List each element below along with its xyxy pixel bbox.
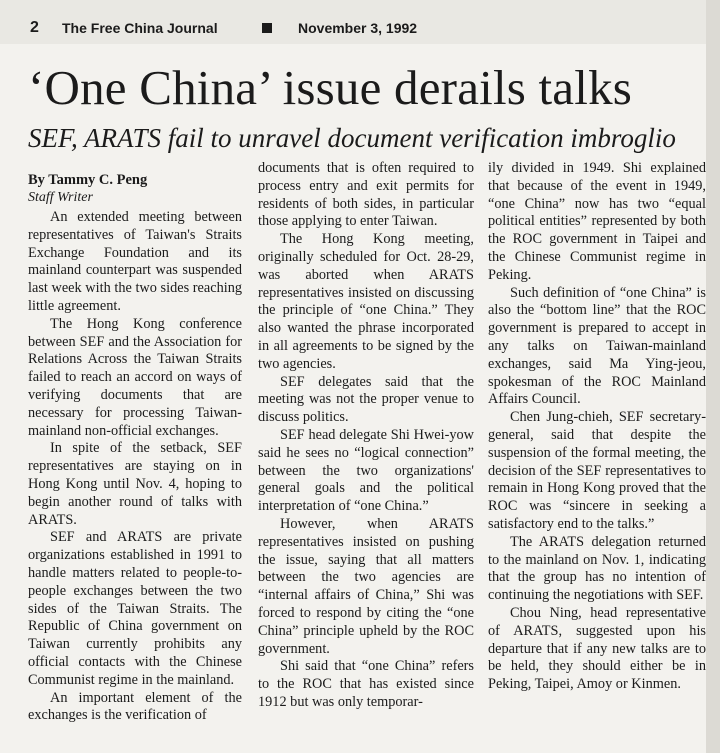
paragraph: An extended meeting between representatives of Taiwan's Straits Exchange Foundation and its mainland counterpart was suspended last week with the two sides reaching little agreement. [28, 209, 242, 314]
article-column-3 [488, 160, 706, 694]
byline: By Tammy C. Peng [28, 172, 148, 188]
paragraph: Such definition of “one China” is also the “bottom line” that the ROC government is prepared to accept in any talks on Taiwan-mainland exchanges, said Ma Ying-jeou, spokesman of the ROC Mainland Affairs Council. [488, 284, 706, 408]
article-column-1 [28, 172, 242, 725]
paragraph: The ARATS delegation returned to the mainland on Nov. 1, indicating that the group has no intention of continuing the negotiations with SEF. [488, 533, 706, 604]
paragraph: The Hong Kong conference between SEF and the Association for Relations Across the Taiwan Straits failed to reach an accord on ways of verifying documents that are necessary for processing Taiwan-mainland non-official exchanges. [28, 315, 242, 439]
issue-date: November 3, 1992 [298, 20, 418, 36]
paragraph: ily divided in 1949. Shi explained that because of the event in 1949, “one China” now has two “equal political entities” represented by both the ROC government in Taipei and the Chinese Communist regime in Peking. [488, 160, 706, 283]
paragraph: However, when ARATS representatives insisted on pushing the issue, saying that all matters between the two agencies are “internal affairs of China,” Shi was forced to respond by citing the “one China” principle upheld by the ROC government. [258, 515, 474, 657]
headline: ‘One China’ issue derails talks [28, 60, 633, 115]
paragraph: SEF delegates said that the meeting was not the proper venue to discuss politics. [258, 373, 474, 426]
page-edge-divider [706, 0, 720, 753]
paragraph: documents that is often required to process entry and exit permits for residents of both sides, in particular those applying to enter Taiwan. [258, 160, 474, 230]
paragraph: Shi said that “one China” refers to the ROC that has existed since 1912 but was only temporar- [258, 658, 474, 710]
separator-square-icon [262, 23, 272, 33]
page-header [0, 0, 720, 44]
paragraph: The Hong Kong meeting, originally scheduled for Oct. 28-29, was aborted when ARATS representatives insisted on discussing the principle of “one China.” They also wanted the phrase incorporated in all agreements to be signed by the two agencies. [258, 231, 474, 372]
publication-name: The Free China Journal [62, 20, 218, 36]
paragraph: Chen Jung-chieh, SEF secretary-general, said that despite the suspension of the formal meeting, the decision of the SEF representatives to remain in Hong Kong proved that the ROC was “sincere in seeking a satisfactory end to the talks.” [488, 409, 706, 532]
paragraph: An important element of the exchanges is the verification of [28, 689, 242, 724]
paragraph: In spite of the setback, SEF representatives are staying on in Hong Kong until Nov. 4, hoping to begin another round of talks with ARATS. [28, 440, 242, 528]
paragraph: SEF and ARATS are private organizations established in 1991 to handle matters related to people-to-people exchanges between the two sides of the Taiwan Straits. The Republic of China government on Taiwan currently prohibits any official contacts with the Chinese Communist regime in the mainland. [28, 529, 242, 688]
page-number: 2 [30, 19, 39, 36]
paragraph: SEF head delegate Shi Hwei-yow said he sees no “logical connection” between the two organizations' general goals and the political interpretation of “one China.” [258, 426, 474, 515]
subheadline: SEF, ARATS fail to unravel document verification imbroglio [28, 123, 676, 153]
paragraph: Chou Ning, head representative of ARATS, suggested upon his departure that if any new talks are to be held, they should either be in Peking, Taipei, Amoy or Kinmen. [488, 604, 706, 693]
byline-role: Staff Writer [28, 190, 93, 205]
article-column-2 [258, 160, 474, 712]
